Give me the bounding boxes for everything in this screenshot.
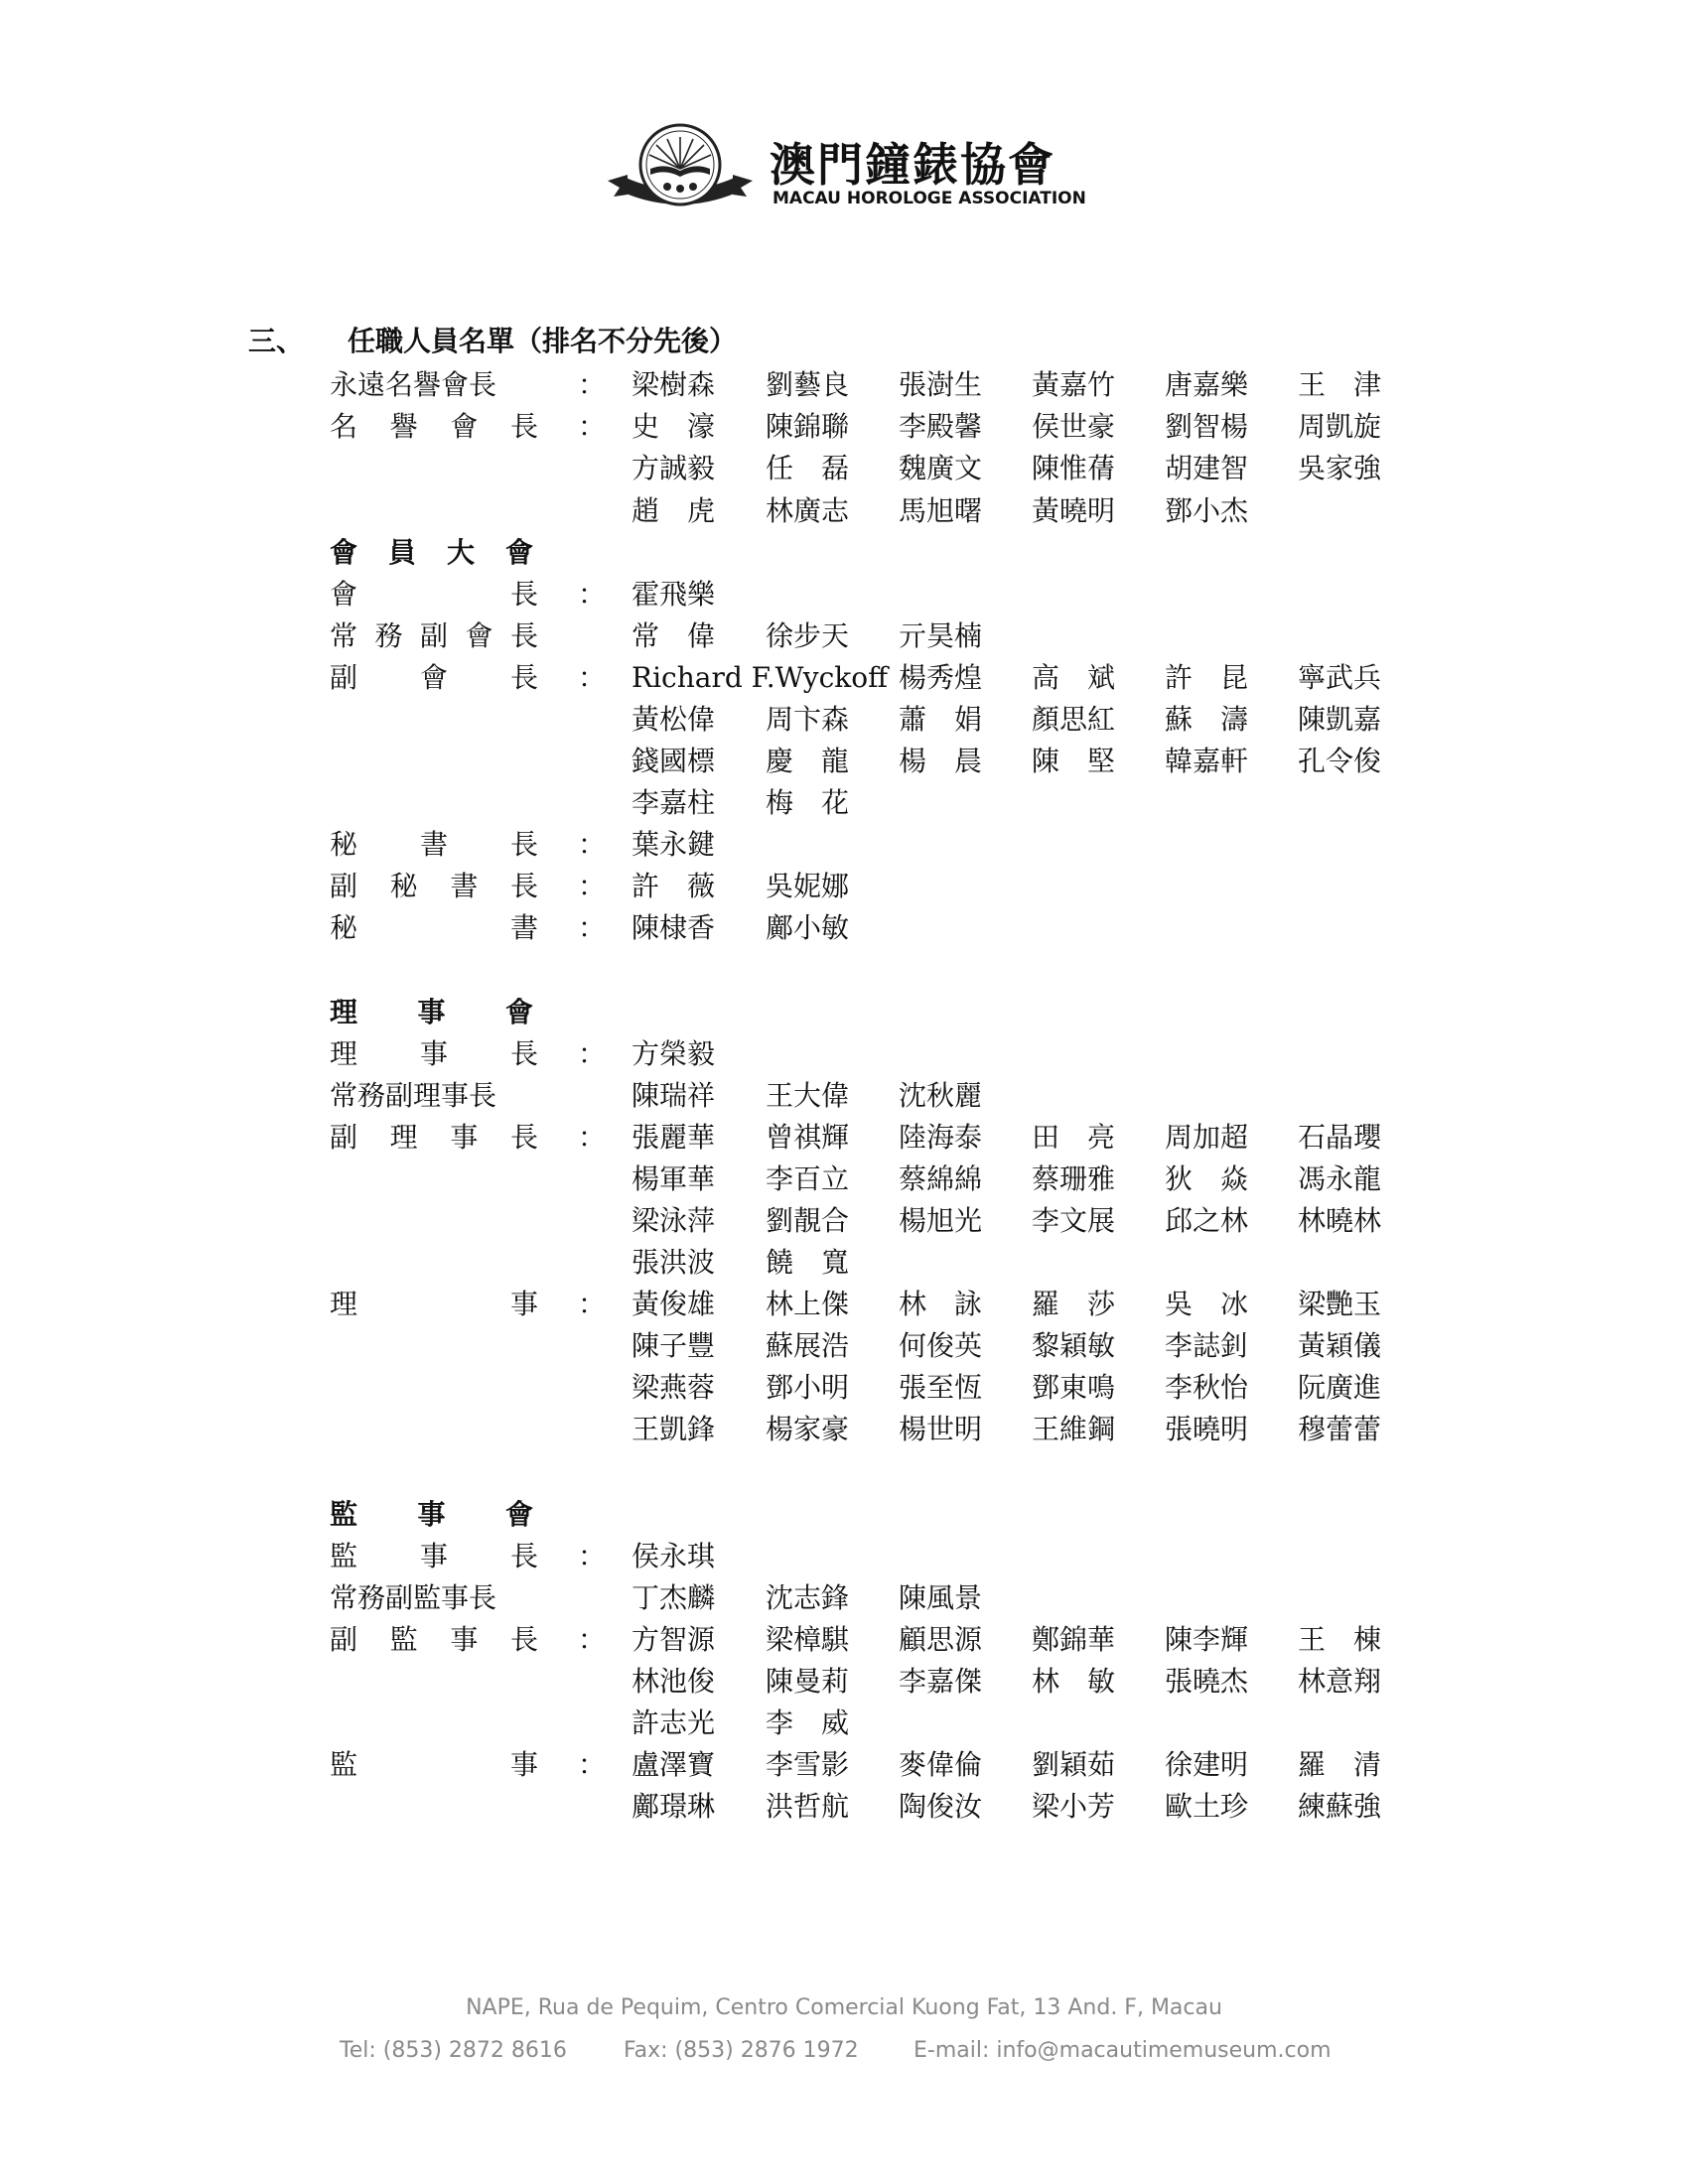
- member-name: 陳惟蒨: [1032, 452, 1116, 484]
- member-name: 梁泳萍: [632, 1204, 716, 1237]
- roster-row: [0, 491, 1688, 531]
- role-title: 副 理 事 長: [330, 1121, 538, 1154]
- member-name: 沈志鋒: [766, 1581, 850, 1614]
- member-name: 劉靚合: [766, 1204, 850, 1237]
- member-name: 邱之林: [1165, 1204, 1249, 1237]
- member-name: 張澍生: [899, 368, 983, 401]
- member-name: 曾祺輝: [766, 1121, 850, 1154]
- member-name: 田 亮: [1032, 1121, 1116, 1154]
- footer-email: E-mail: info@macautimemuseum.com: [914, 2038, 1332, 2063]
- member-name: 許 昆: [1165, 661, 1249, 694]
- role-title: 副 監 事 長: [330, 1623, 538, 1656]
- member-name: 錢國標: [632, 745, 716, 777]
- member-name: 鄺小敏: [766, 911, 850, 944]
- role-title: 常 務 副 會 長: [330, 619, 538, 652]
- member-name: 丁杰麟: [632, 1581, 716, 1614]
- role-colon: ：: [578, 1288, 607, 1320]
- roster-row: [0, 1160, 1688, 1199]
- member-name: 林曉林: [1298, 1204, 1382, 1237]
- member-name: 饒 寬: [766, 1246, 850, 1279]
- member-name: 劉穎茹: [1032, 1748, 1116, 1781]
- member-name: 李雪影: [766, 1748, 850, 1781]
- role-title: 監 事 長: [330, 1540, 538, 1572]
- role-title: 秘 書 長: [330, 828, 538, 861]
- member-name: 陳凱嘉: [1298, 703, 1382, 736]
- member-name: 方誠毅: [632, 452, 716, 484]
- roster-row: [0, 1578, 1688, 1618]
- footer-tel: Tel: (853) 2872 8616: [340, 2038, 567, 2063]
- role-title: 會 長: [330, 578, 538, 611]
- org-name-english: MACAU HOROLOGE ASSOCIATION: [773, 189, 1086, 208]
- member-name: 林 詠: [899, 1288, 983, 1320]
- member-name: Richard F.Wyckoff: [632, 661, 889, 694]
- member-name: 王 棟: [1298, 1623, 1382, 1656]
- roster-row: [0, 1368, 1688, 1408]
- member-name: 侯世豪: [1032, 410, 1116, 443]
- section-heading: 任職人員名單（排名不分先後）: [348, 325, 738, 357]
- member-name: 張洪波: [632, 1246, 716, 1279]
- member-name: 何俊英: [899, 1329, 983, 1362]
- member-name: 張至恆: [899, 1371, 983, 1404]
- body-heading: 監 事 會: [330, 1498, 533, 1531]
- member-name: 盧澤寶: [632, 1748, 716, 1781]
- role-title: 常務副理事長: [330, 1079, 497, 1112]
- member-name: 王維鋼: [1032, 1413, 1116, 1445]
- member-name: 羅 清: [1298, 1748, 1382, 1781]
- section-subheading: [0, 533, 1688, 573]
- roster-row: [0, 1201, 1688, 1241]
- role-title: 名 譽 會 長: [330, 410, 538, 443]
- member-name: 李秋怡: [1165, 1371, 1249, 1404]
- member-name: 黃穎儀: [1298, 1329, 1382, 1362]
- role-title: 永遠名譽會長: [330, 368, 497, 401]
- member-name: 林廣志: [766, 494, 850, 527]
- member-name: 李嘉傑: [899, 1665, 983, 1698]
- member-name: 方榮毅: [632, 1037, 716, 1070]
- section-number: 三、: [248, 325, 305, 357]
- member-name: 歐土珍: [1165, 1790, 1249, 1823]
- member-name: 周卞森: [766, 703, 850, 736]
- roster-row: [0, 742, 1688, 781]
- roster-row: [0, 1410, 1688, 1449]
- member-name: 周凱旋: [1298, 410, 1382, 443]
- role-colon: ：: [578, 1623, 607, 1656]
- roster-row: [0, 1704, 1688, 1743]
- member-name: 陳風景: [899, 1581, 983, 1614]
- roster-row: [0, 700, 1688, 740]
- member-name: 蘇展浩: [766, 1329, 850, 1362]
- member-name: 練蘇強: [1298, 1790, 1382, 1823]
- member-name: 楊旭光: [899, 1204, 983, 1237]
- member-name: 蘇 濤: [1165, 703, 1249, 736]
- role-title: 常務副監事長: [330, 1581, 497, 1614]
- member-name: 楊世明: [899, 1413, 983, 1445]
- member-name: 常 偉: [632, 619, 716, 652]
- member-name: 史 濠: [632, 410, 716, 443]
- member-name: 亓昊楠: [899, 619, 983, 652]
- role-title: 副 秘 書 長: [330, 870, 538, 902]
- member-name: 梁燕蓉: [632, 1371, 716, 1404]
- roster-row: [0, 1620, 1688, 1660]
- member-name: 李百立: [766, 1162, 850, 1195]
- section-subheading: [0, 993, 1688, 1032]
- member-name: 陳曼莉: [766, 1665, 850, 1698]
- roster-row: [0, 1662, 1688, 1702]
- role-title: 秘 書: [330, 911, 538, 944]
- member-name: 魏廣文: [899, 452, 983, 484]
- member-name: 陳 堅: [1032, 745, 1116, 777]
- member-name: 狄 焱: [1165, 1162, 1249, 1195]
- member-name: 黎穎敏: [1032, 1329, 1116, 1362]
- member-name: 李 威: [766, 1706, 850, 1739]
- member-name: 吳家強: [1298, 452, 1382, 484]
- roster-row: [0, 1034, 1688, 1074]
- member-name: 蔡綿綿: [899, 1162, 983, 1195]
- org-name-chinese: 澳門鐘錶協會: [770, 138, 1055, 192]
- roster-row: [0, 867, 1688, 906]
- role-colon: ：: [578, 1540, 607, 1572]
- member-name: 許志光: [632, 1706, 716, 1739]
- member-name: 徐建明: [1165, 1748, 1249, 1781]
- member-name: 孔令俊: [1298, 745, 1382, 777]
- member-name: 黃曉明: [1032, 494, 1116, 527]
- member-name: 蔡珊雅: [1032, 1162, 1116, 1195]
- member-name: 馮永龍: [1298, 1162, 1382, 1195]
- roster-row: [0, 908, 1688, 948]
- member-name: 楊 晨: [899, 745, 983, 777]
- role-title: 理 事: [330, 1288, 538, 1320]
- member-name: 阮廣進: [1298, 1371, 1382, 1404]
- footer-address: NAPE, Rua de Pequim, Centro Comercial Kuong Fat, 13 And. F, Macau: [466, 1995, 1222, 2020]
- role-colon: ：: [578, 368, 607, 401]
- member-name: 鄧東鳴: [1032, 1371, 1116, 1404]
- member-name: 麥偉倫: [899, 1748, 983, 1781]
- member-name: 鄧小明: [766, 1371, 850, 1404]
- member-name: 方智源: [632, 1623, 716, 1656]
- roster-row: [0, 825, 1688, 865]
- member-name: 鄭錦華: [1032, 1623, 1116, 1656]
- member-name: 侯永琪: [632, 1540, 716, 1572]
- roster-row: [0, 407, 1688, 447]
- member-name: 黃俊雄: [632, 1288, 716, 1320]
- member-name: 林池俊: [632, 1665, 716, 1698]
- member-name: 林上傑: [766, 1288, 850, 1320]
- body-heading: 會 員 大 會: [330, 536, 533, 569]
- member-name: 吳妮娜: [766, 870, 850, 902]
- member-name: 穆蕾蕾: [1298, 1413, 1382, 1445]
- member-name: 王大偉: [766, 1079, 850, 1112]
- member-name: 馬旭曙: [899, 494, 983, 527]
- member-name: 黃松偉: [632, 703, 716, 736]
- member-name: 石晶瓔: [1298, 1121, 1382, 1154]
- roster-row: [0, 1285, 1688, 1324]
- member-name: 陳李輝: [1165, 1623, 1249, 1656]
- member-name: 周加超: [1165, 1121, 1249, 1154]
- member-name: 葉永鍵: [632, 828, 716, 861]
- role-title: 副 會 長: [330, 661, 538, 694]
- member-name: 王凱鋒: [632, 1413, 716, 1445]
- role-colon: ：: [578, 911, 607, 944]
- member-name: 陳錦聯: [766, 410, 850, 443]
- member-name: 鄺璟琳: [632, 1790, 716, 1823]
- roster-row: [0, 616, 1688, 656]
- member-name: 李殿馨: [899, 410, 983, 443]
- member-name: 張麗華: [632, 1121, 716, 1154]
- roster-row: [0, 1787, 1688, 1827]
- member-name: 趙 虎: [632, 494, 716, 527]
- member-name: 林意翔: [1298, 1665, 1382, 1698]
- roster-row: [0, 783, 1688, 823]
- section-subheading: [0, 1495, 1688, 1535]
- member-name: 吳 冰: [1165, 1288, 1249, 1320]
- roster-row: [0, 1243, 1688, 1283]
- member-name: 許 薇: [632, 870, 716, 902]
- role-colon: ：: [578, 828, 607, 861]
- member-name: 高 斌: [1032, 661, 1116, 694]
- roster-row: [0, 1118, 1688, 1158]
- member-name: 楊軍華: [632, 1162, 716, 1195]
- roster-row: [0, 658, 1688, 698]
- member-name: 鄧小杰: [1165, 494, 1249, 527]
- member-name: 李文展: [1032, 1204, 1116, 1237]
- role-colon: ：: [578, 578, 607, 611]
- member-name: 梁艷玉: [1298, 1288, 1382, 1320]
- member-name: 李誌釗: [1165, 1329, 1249, 1362]
- member-name: 羅 莎: [1032, 1288, 1116, 1320]
- roster-row: [0, 575, 1688, 614]
- role-title: 理 事 長: [330, 1037, 538, 1070]
- role-colon: ：: [578, 870, 607, 902]
- member-name: 陸海泰: [899, 1121, 983, 1154]
- member-name: 唐嘉樂: [1165, 368, 1249, 401]
- member-name: 陳棣香: [632, 911, 716, 944]
- roster-row: [0, 1745, 1688, 1785]
- member-name: 梁樟騏: [766, 1623, 850, 1656]
- member-name: 王 津: [1298, 368, 1382, 401]
- role-title: 監 事: [330, 1748, 538, 1781]
- member-name: 劉藝良: [766, 368, 850, 401]
- member-name: 顧思源: [899, 1623, 983, 1656]
- member-name: 楊家豪: [766, 1413, 850, 1445]
- member-name: 任 磊: [766, 452, 850, 484]
- member-name: 寧武兵: [1298, 661, 1382, 694]
- roster-row: [0, 1537, 1688, 1576]
- member-name: 陶俊汝: [899, 1790, 983, 1823]
- member-name: 顏思紅: [1032, 703, 1116, 736]
- member-name: 梁小芳: [1032, 1790, 1116, 1823]
- member-name: 楊秀煌: [899, 661, 983, 694]
- role-colon: ：: [578, 1121, 607, 1154]
- member-name: 沈秋麗: [899, 1079, 983, 1112]
- body-heading: 理 事 會: [330, 996, 533, 1028]
- member-name: 林 敏: [1032, 1665, 1116, 1698]
- member-name: 陳子豐: [632, 1329, 716, 1362]
- member-name: 張曉杰: [1165, 1665, 1249, 1698]
- roster-row: [0, 1326, 1688, 1366]
- roster-row: [0, 1076, 1688, 1116]
- member-name: 洪哲航: [766, 1790, 850, 1823]
- member-name: 劉智楊: [1165, 410, 1249, 443]
- member-name: 胡建智: [1165, 452, 1249, 484]
- role-colon: ：: [578, 1037, 607, 1070]
- member-name: 陳瑞祥: [632, 1079, 716, 1112]
- member-name: 李嘉柱: [632, 786, 716, 819]
- member-name: 蕭 娟: [899, 703, 983, 736]
- member-name: 梁樹森: [632, 368, 716, 401]
- member-name: 梅 花: [766, 786, 850, 819]
- member-name: 黃嘉竹: [1032, 368, 1116, 401]
- role-colon: ：: [578, 661, 607, 694]
- member-name: 霍飛樂: [632, 578, 716, 611]
- member-name: 慶 龍: [766, 745, 850, 777]
- roster-row: [0, 449, 1688, 488]
- role-colon: ：: [578, 1748, 607, 1781]
- footer-fax: Fax: (853) 2876 1972: [624, 2038, 859, 2063]
- member-name: 徐步天: [766, 619, 850, 652]
- role-colon: ：: [578, 410, 607, 443]
- roster-row: [0, 365, 1688, 405]
- member-name: 韓嘉軒: [1165, 745, 1249, 777]
- member-name: 張曉明: [1165, 1413, 1249, 1445]
